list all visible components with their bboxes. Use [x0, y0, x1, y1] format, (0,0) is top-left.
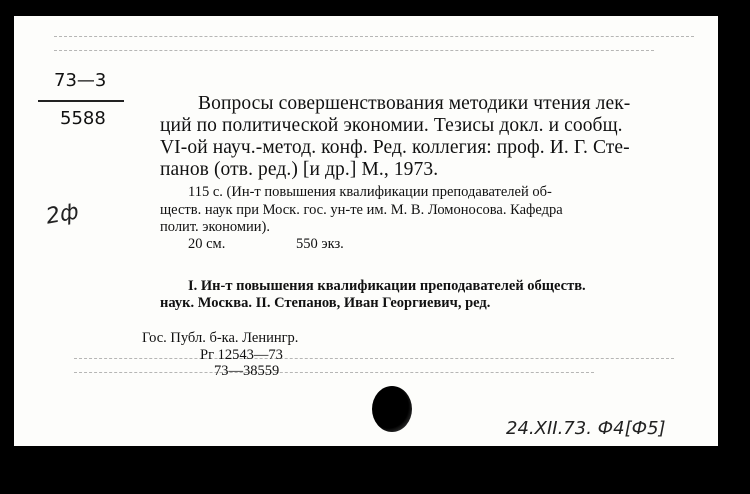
title-line-4: панов (отв. ред.) [и др.] М., 1973. [160, 159, 439, 180]
catalog-card [14, 16, 718, 446]
collation-line-3: полит. экономии). [160, 219, 270, 235]
class-number-rule [38, 100, 124, 102]
tracing-line-1: I. Ин-т повышения квалификации преподавателей обществ. [188, 278, 586, 294]
collation-line-1: 115 с. (Ин-т повышения квалификации преподавателей об- [188, 184, 552, 200]
margin-note: 2ф [44, 199, 81, 230]
ink-blot [372, 386, 412, 432]
title-line-2: ций по политической экономии. Тезисы докл. и сообщ. [160, 115, 623, 136]
card-number: 73—38559 [214, 363, 280, 379]
tracing-line-2: наук. Москва. II. Степанов, Иван Георгиевич, ред. [160, 295, 491, 311]
record-number: Рг 12543—73 [200, 347, 283, 363]
class-number: 73—3 [54, 70, 107, 91]
title-line-1: Вопросы совершенствования методики чтения лек- [198, 93, 631, 114]
call-number: 5588 [60, 108, 106, 129]
stamp-note: 24.XII.73. Ф4[Ф5] [506, 418, 666, 439]
copies: 550 экз. [296, 236, 344, 252]
title-line-3: VI-ой науч.-метод. конф. Ред. коллегия: проф. И. Г. Сте- [160, 137, 630, 158]
library-name: Гос. Публ. б-ка. Ленингр. [142, 330, 299, 346]
size: 20 см. [188, 236, 226, 252]
collation-line-2: ществ. наук при Моск. гос. ун-те им. М. В. Ломоносова. Кафедра [160, 202, 563, 218]
